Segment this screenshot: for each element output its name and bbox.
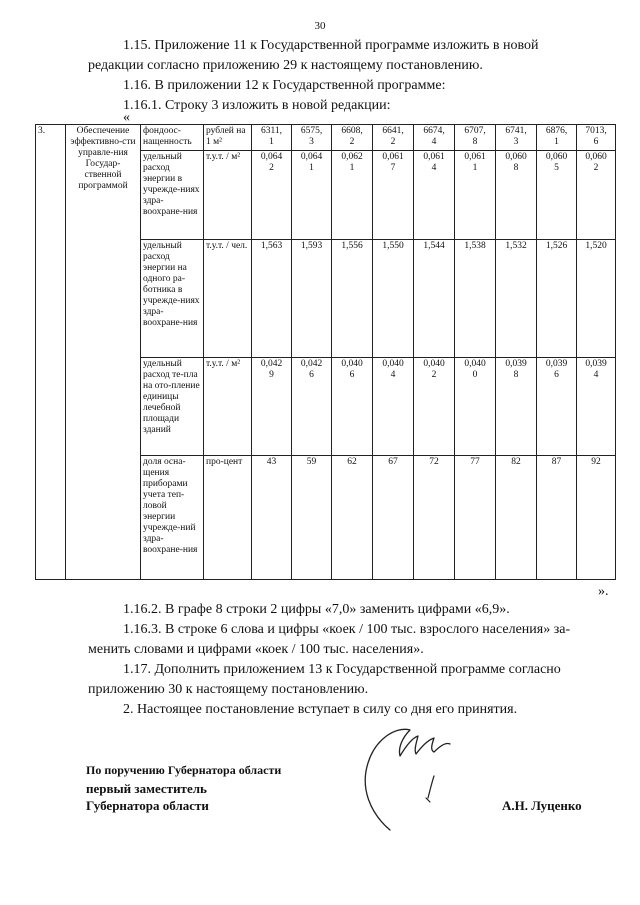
- value-cell: 1,538: [455, 240, 496, 358]
- value-cell: 72: [414, 456, 455, 580]
- value-cell: 6876, 1: [537, 125, 577, 151]
- value-cell: 0,061 1: [455, 151, 496, 240]
- unit-cell: рублей на 1 м²: [204, 125, 252, 151]
- value-cell: 7013, 6: [577, 125, 616, 151]
- value-cell: 62: [332, 456, 373, 580]
- signatory-line-3: Губернатора области: [86, 798, 209, 813]
- value-cell: 82: [496, 456, 537, 580]
- indicator-table: [35, 124, 616, 580]
- value-cell: 0,039 4: [577, 358, 616, 456]
- paragraph-1-16-3-line-2: менить словами и цифрами «коек / 100 тыс. населения».: [88, 642, 424, 657]
- value-cell: 6707, 8: [455, 125, 496, 151]
- value-cell: 0,039 8: [496, 358, 537, 456]
- value-cell: 0,060 5: [537, 151, 577, 240]
- value-cell: 1,526: [537, 240, 577, 358]
- handwritten-signature: [350, 718, 460, 838]
- value-cell: 1,556: [332, 240, 373, 358]
- indicator-cell: фондоос-нащенность: [141, 125, 204, 151]
- value-cell: 67: [373, 456, 414, 580]
- value-cell: 0,040 2: [414, 358, 455, 456]
- value-cell: 77: [455, 456, 496, 580]
- value-cell: 0,064 2: [252, 151, 292, 240]
- close-quote: ».: [598, 584, 609, 599]
- value-cell: 1,532: [496, 240, 537, 358]
- indicator-cell: удельный расход энергии на одного ра-ботника в учрежде-ниях здра-воохране-ния: [141, 240, 204, 358]
- unit-cell: т.у.т. / м²: [204, 358, 252, 456]
- value-cell: 0,061 4: [414, 151, 455, 240]
- value-cell: 6575, 3: [292, 125, 332, 151]
- signatory-name: А.Н. Луценко: [502, 798, 582, 813]
- value-cell: 0,062 1: [332, 151, 373, 240]
- value-cell: 1,593: [292, 240, 332, 358]
- value-cell: 0,061 7: [373, 151, 414, 240]
- open-quote: «: [123, 110, 130, 125]
- value-cell: 87: [537, 456, 577, 580]
- task-cell: Обеспечение эффективно-сти управле-ния Государ-ственной программой: [66, 125, 141, 580]
- unit-cell: про-цент: [204, 456, 252, 580]
- paragraph-2: 2. Настоящее постановление вступает в силу со дня его принятия.: [123, 702, 518, 717]
- unit-cell: т.у.т. / чел.: [204, 240, 252, 358]
- value-cell: 0,060 8: [496, 151, 537, 240]
- value-cell: 1,563: [252, 240, 292, 358]
- indicator-cell: удельный расход энергии в учрежде-ниях здра-воохране-ния: [141, 151, 204, 240]
- value-cell: 0,040 6: [332, 358, 373, 456]
- paragraph-1-16-2: 1.16.2. В графе 8 строки 2 цифры «7,0» заменить цифрами «6,9».: [123, 602, 510, 617]
- paragraph-1-16-3-line-1: 1.16.3. В строке 6 слова и цифры «коек / 100 тыс. взрослого населения» за-: [123, 622, 571, 637]
- value-cell: 1,544: [414, 240, 455, 358]
- row-number: 3.: [36, 125, 66, 580]
- value-cell: 0,040 4: [373, 358, 414, 456]
- paragraph-1-15-line-1: 1.15. Приложение 11 к Государственной программе изложить в новой: [123, 38, 539, 53]
- page-number: 30: [314, 20, 326, 32]
- indicator-cell: удельный расход те-пла на ото-пление единицы лечебной площади зданий: [141, 358, 204, 456]
- paragraph-1-17-line-2: приложению 30 к настоящему постановлению.: [88, 682, 369, 697]
- value-cell: 59: [292, 456, 332, 580]
- unit-cell: т.у.т. / м²: [204, 151, 252, 240]
- value-cell: 6311, 1: [252, 125, 292, 151]
- value-cell: 6674, 4: [414, 125, 455, 151]
- paragraph-1-15-line-2: редакции согласно приложению 29 к настоящему постановлению.: [88, 58, 483, 73]
- value-cell: 0,042 9: [252, 358, 292, 456]
- signatory-line-2: первый заместитель: [86, 781, 207, 796]
- paragraph-1-16-1: 1.16.1. Строку 3 изложить в новой редакции:: [123, 98, 391, 113]
- value-cell: 43: [252, 456, 292, 580]
- value-cell: 0,039 6: [537, 358, 577, 456]
- value-cell: 6608, 2: [332, 125, 373, 151]
- signatory-line-1: По поручению Губернатора области: [86, 763, 282, 777]
- indicator-cell: доля осна-щения приборами учета теп-ловой энергии учрежде-ний здра-воохране-ния: [141, 456, 204, 580]
- paragraph-1-16: 1.16. В приложении 12 к Государственной программе:: [123, 78, 446, 93]
- value-cell: 92: [577, 456, 616, 580]
- value-cell: 0,040 0: [455, 358, 496, 456]
- table-header-row: [36, 125, 616, 151]
- value-cell: 6741, 3: [496, 125, 537, 151]
- value-cell: 6641, 2: [373, 125, 414, 151]
- value-cell: 0,042 6: [292, 358, 332, 456]
- value-cell: 0,060 2: [577, 151, 616, 240]
- value-cell: 1,520: [577, 240, 616, 358]
- value-cell: 0,064 1: [292, 151, 332, 240]
- value-cell: 1,550: [373, 240, 414, 358]
- paragraph-1-17-line-1: 1.17. Дополнить приложением 13 к Государственной программе согласно: [123, 662, 561, 677]
